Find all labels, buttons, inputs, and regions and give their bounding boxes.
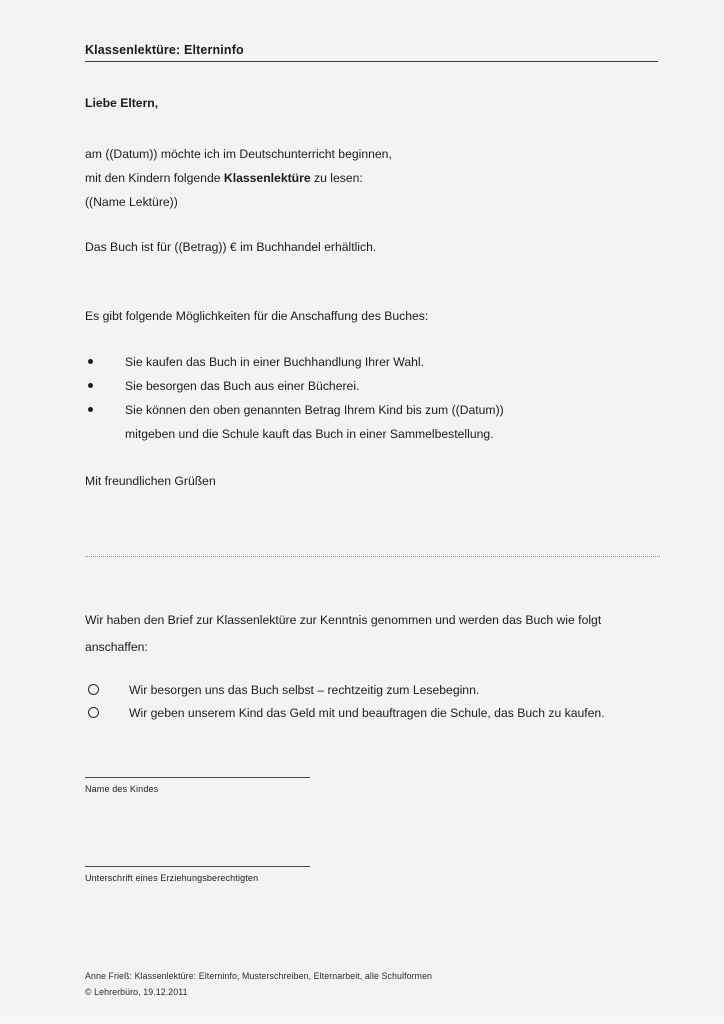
list-item-label: Sie besorgen das Buch aus einer Bücherei.: [125, 379, 360, 393]
list-item: [85, 374, 661, 398]
page-title: Klassenlektüre: Elterninfo: [85, 43, 244, 57]
choice-option-1-label: Wir besorgen uns das Buch selbst – rechtzeitig zum Lesebeginn.: [129, 683, 480, 697]
options-heading: Es gibt folgende Möglichkeiten für die Anschaffung des Buches:: [85, 309, 429, 323]
salutation: Liebe Eltern,: [85, 96, 159, 110]
signature-rule: [85, 777, 310, 778]
intro-line-2-pre: mit den Kindern folgende: [85, 171, 224, 185]
intro-paragraph: [85, 142, 392, 214]
checkbox-circle-icon[interactable]: [88, 707, 99, 718]
signature-label: Unterschrift eines Erziehungsberechtigten: [85, 873, 259, 883]
footer: [85, 968, 432, 1000]
list-item: [85, 398, 661, 446]
bullet-dot-icon: [88, 359, 93, 364]
closing-line: Mit freundlichen Grüßen: [85, 474, 216, 488]
signature-field-guardian[interactable]: [85, 866, 385, 883]
tear-off-divider: [85, 556, 660, 557]
choices-list: [85, 679, 661, 725]
intro-line-2-post: zu lesen:: [310, 171, 363, 185]
intro-line-2-emphasis: Klassenlektüre: [223, 171, 311, 185]
choice-option-2-label: Wir geben unserem Kind das Geld mit und beauftragen die Schule, das Buch zu kaufen.: [129, 706, 605, 720]
list-item: [85, 350, 661, 374]
list-item-label-continued: mitgeben und die Schule kauft das Buch in einer Sammelbestellung.: [125, 427, 494, 441]
list-item-label: Sie kaufen das Buch in einer Buchhandlung Ihrer Wahl.: [125, 355, 425, 369]
intro-line-3: ((Name Lektüre)): [85, 195, 178, 209]
bullet-dot-icon: [88, 383, 93, 388]
signature-label: Name des Kindes: [85, 784, 159, 794]
checkbox-circle-icon[interactable]: [88, 684, 99, 695]
bullet-dot-icon: [88, 407, 93, 412]
choice-option-1[interactable]: [85, 679, 661, 702]
page-bottom-edge: [0, 1016, 724, 1024]
signature-field-child-name[interactable]: [85, 777, 385, 794]
options-list: [85, 350, 661, 446]
list-item-label: Sie können den oben genannten Betrag Ihrem Kind bis zum ((Datum)): [125, 403, 504, 417]
price-paragraph: Das Buch ist für ((Betrag)) € im Buchhandel erhältlich.: [85, 240, 377, 254]
intro-line-1: am ((Datum)) möchte ich im Deutschunterricht beginnen,: [85, 147, 392, 161]
title-divider: [85, 61, 658, 62]
footer-source-line: Anne Frieß: Klassenlektüre: Elterninfo, Musterschreiben, Elternarbeit, alle Schulformen: [85, 971, 433, 981]
intro-line-2: [85, 166, 392, 190]
confirmation-paragraph: Wir haben den Brief zur Klassenlektüre zur Kenntnis genommen und werden das Buch wie folgt anschaffen:: [85, 613, 602, 654]
footer-copyright-line: © Lehrerbüro, 19.12.2011: [85, 987, 188, 997]
signature-rule: [85, 866, 310, 867]
choice-option-2[interactable]: [85, 702, 661, 725]
